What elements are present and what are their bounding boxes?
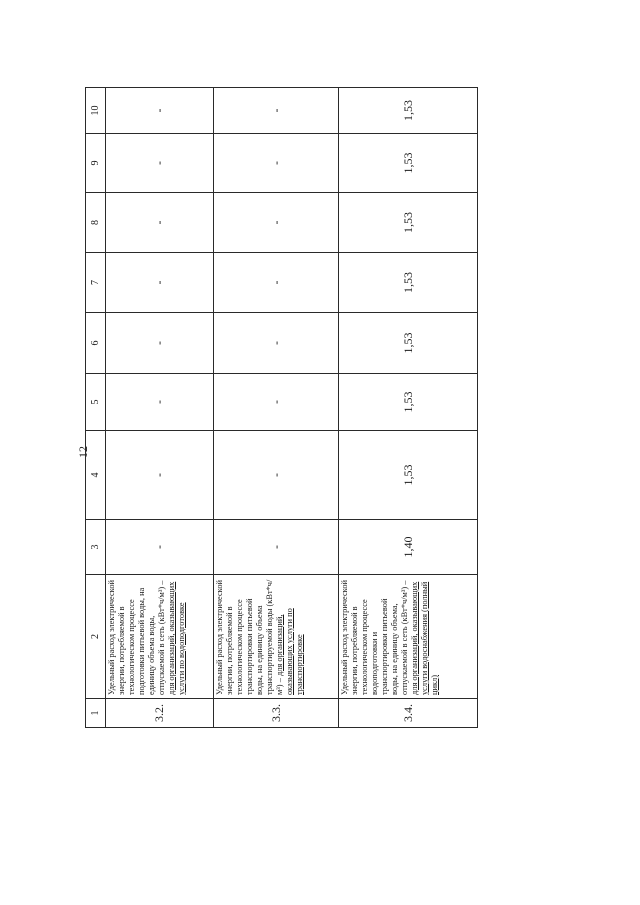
indicator-name [339, 575, 478, 699]
value-cell: - [214, 520, 339, 575]
page-number: 12 [76, 446, 90, 458]
value-cell: - [106, 88, 214, 134]
value-cell: - [214, 88, 339, 134]
header-row [86, 88, 106, 728]
indicator-name-text: Удельный расход электрической энергии, потребляемой в технологическом процессе транспортировки питьевой воды, на единицу объема транспортируемой воды (кВт*ч/м³) – [215, 579, 284, 695]
value-cell: - [214, 193, 339, 253]
header-cell: 1 [86, 699, 106, 728]
value-cell: 1,53 [339, 431, 478, 520]
value-cell: - [106, 193, 214, 253]
header-cell: 2 [86, 575, 106, 699]
row-number: 3.4. [339, 699, 478, 728]
value-cell: 1,53 [339, 134, 478, 193]
value-cell: - [214, 431, 339, 520]
indicator-name-text: Удельный расход электрической энергии, потребляемой в технологическом процессе водоподготовки и транспортировки питьевой воды, на единицу объема, отпускаемой в сеть (кВт*ч/м³) – [340, 580, 409, 695]
indicator-name-text: Удельный расход электрической энергии, потребляемой в технологическом процессе подготовки питьевой воды, на единицу объема воды, отпускаемой в сеть (кВт*ч/м³) – [107, 580, 166, 695]
header-cell: 4 [86, 431, 106, 520]
value-cell: 1,53 [339, 374, 478, 431]
value-cell: - [106, 431, 214, 520]
table-row [214, 88, 339, 728]
indicator-name-scope: для организаций, оказывающих услуги водоснабжения (полный цикл) [410, 581, 439, 695]
indicator-name-scope: для организаций, оказывающих услуги по транспортировке [275, 608, 304, 695]
table-row [106, 88, 214, 728]
indicator-table-wrap [85, 88, 477, 728]
header-cell: 5 [86, 374, 106, 431]
header-cell: 9 [86, 134, 106, 193]
value-cell: 1,53 [339, 193, 478, 253]
header-cell: 3 [86, 520, 106, 575]
value-cell: - [106, 374, 214, 431]
indicator-name [106, 575, 214, 699]
value-cell: 1,53 [339, 88, 478, 134]
header-cell: 8 [86, 193, 106, 253]
indicator-name-scope: для организаций, оказывающих услуги по водоподготовке [167, 581, 186, 695]
value-cell: - [106, 520, 214, 575]
row-number: 3.2. [106, 699, 214, 728]
value-cell: 1,53 [339, 253, 478, 313]
header-cell: 10 [86, 88, 106, 134]
value-cell: 1,53 [339, 313, 478, 374]
value-cell: 1,40 [339, 520, 478, 575]
value-cell: - [106, 134, 214, 193]
value-cell: - [214, 253, 339, 313]
value-cell: - [106, 253, 214, 313]
value-cell: - [214, 374, 339, 431]
header-cell: 7 [86, 253, 106, 313]
table-row [339, 88, 478, 728]
indicator-name [214, 575, 339, 699]
value-cell: - [214, 134, 339, 193]
indicator-table [85, 87, 478, 728]
row-number: 3.3. [214, 699, 339, 728]
value-cell: - [106, 313, 214, 374]
value-cell: - [214, 313, 339, 374]
header-cell: 6 [86, 313, 106, 374]
